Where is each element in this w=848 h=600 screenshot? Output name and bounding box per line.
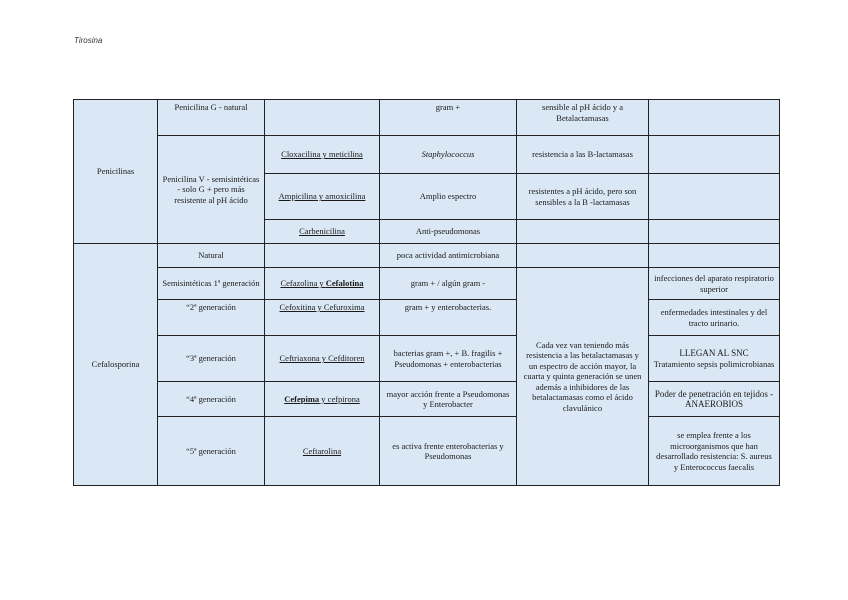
empty-cell — [649, 244, 780, 268]
use-cell: infecciones del aparato respiratorio superior — [649, 268, 780, 300]
table-row — [74, 417, 780, 486]
spectrum-cell: bacterias gram +, + B. fragilis + Pseudomonas + enterobacterias — [380, 336, 517, 382]
use-line: LLEGAN AL SNC — [679, 348, 749, 358]
table-row — [74, 382, 780, 417]
use-cell — [649, 336, 780, 382]
use-cell: se emplea frente a los microorganismos que han desarrollado resistencia: S. aureus y Enterococcus faecalis — [649, 417, 780, 486]
spectrum-cell: gram + — [380, 100, 517, 136]
example-cell: Cefoxitina y Cefuroxima — [265, 300, 380, 336]
note-cell: resistentes a pH ácido, pero son sensibles a la B -lactamasas — [517, 174, 649, 220]
empty-cell — [517, 220, 649, 244]
group-cefalosporina: Cefalosporina — [74, 244, 158, 486]
empty-cell — [649, 136, 780, 174]
table-row — [74, 136, 780, 174]
example-cell — [265, 382, 380, 417]
example-cell — [265, 244, 380, 268]
gen-cell: “2ª generación — [158, 300, 265, 336]
example-cell: Ampicilina y amoxicilina — [265, 174, 380, 220]
gen-cell: “5ª generación — [158, 417, 265, 486]
spectrum-cell: gram + y enterobacterias. — [380, 300, 517, 336]
spectrum-cell: gram + / algún gram - — [380, 268, 517, 300]
semi-cell: Penicilina V - semisintéticas - solo G + pero más resistente al pH ácido — [158, 136, 265, 244]
table-row — [74, 244, 780, 268]
note-cell: resistencia a las B-lactamasas — [517, 136, 649, 174]
example-part-bold: Cefepima — [284, 393, 320, 404]
resistance-note-cell: Cada vez van teniendo más resistencia a las betalactamasas y un espectro de acción mayor, la cuarta y quinta generación se unen además a inhibidores de las betalactamasas como el ácido clavulánico — [517, 268, 649, 486]
example-cell: Cloxacilina y meticilina — [265, 136, 380, 174]
gen-cell: Natural — [158, 244, 265, 268]
antibiotics-table — [73, 99, 780, 486]
spectrum-cell: Staphylococcus — [380, 136, 517, 174]
gen-cell: “4ª generación — [158, 382, 265, 417]
gen-cell: Semisintéticas 1ª generación — [158, 268, 265, 300]
example-cell: Ceftarolina — [265, 417, 380, 486]
use-cell: enfermedades intestinales y del tracto urinario. — [649, 300, 780, 336]
spectrum-cell: mayor acción frente a Pseudomonas y Enterobacter — [380, 382, 517, 417]
table-row — [74, 300, 780, 336]
table-row — [74, 100, 780, 136]
table-row — [74, 268, 780, 300]
example-cell: Carbenicilina — [265, 220, 380, 244]
spectrum-cell: poca actividad antimicrobiana — [380, 244, 517, 268]
spectrum-cell: Amplio espectro — [380, 174, 517, 220]
example-part: Cefazolina y — [280, 278, 326, 289]
use-line: Tratamiento sepsis polimicrobianas — [653, 358, 775, 369]
example-cell — [265, 268, 380, 300]
note-cell: sensible al pH ácido y a Betalactamasas — [517, 100, 649, 136]
use-cell: Poder de penetración en tejidos - ANAEROBIOS — [649, 382, 780, 417]
example-cell — [265, 100, 380, 136]
example-part: y cefpirona — [319, 393, 360, 404]
gen-cell: “3ª generación — [158, 336, 265, 382]
example-part-bold: Cefalotina — [325, 278, 364, 289]
drug-cell: Penicilina G - natural — [158, 100, 265, 136]
empty-cell — [649, 174, 780, 220]
empty-cell — [517, 244, 649, 268]
document-header: Tirosina — [74, 36, 103, 45]
example-cell: Ceftriaxona y Cefditoren — [265, 336, 380, 382]
empty-cell — [649, 220, 780, 244]
spectrum-cell: es activa frente enterobacterias y Pseudomonas — [380, 417, 517, 486]
spectrum-cell: Anti-pseudomonas — [380, 220, 517, 244]
group-penicilinas: Penicilinas — [74, 100, 158, 244]
table-row — [74, 336, 780, 382]
empty-cell — [649, 100, 780, 136]
